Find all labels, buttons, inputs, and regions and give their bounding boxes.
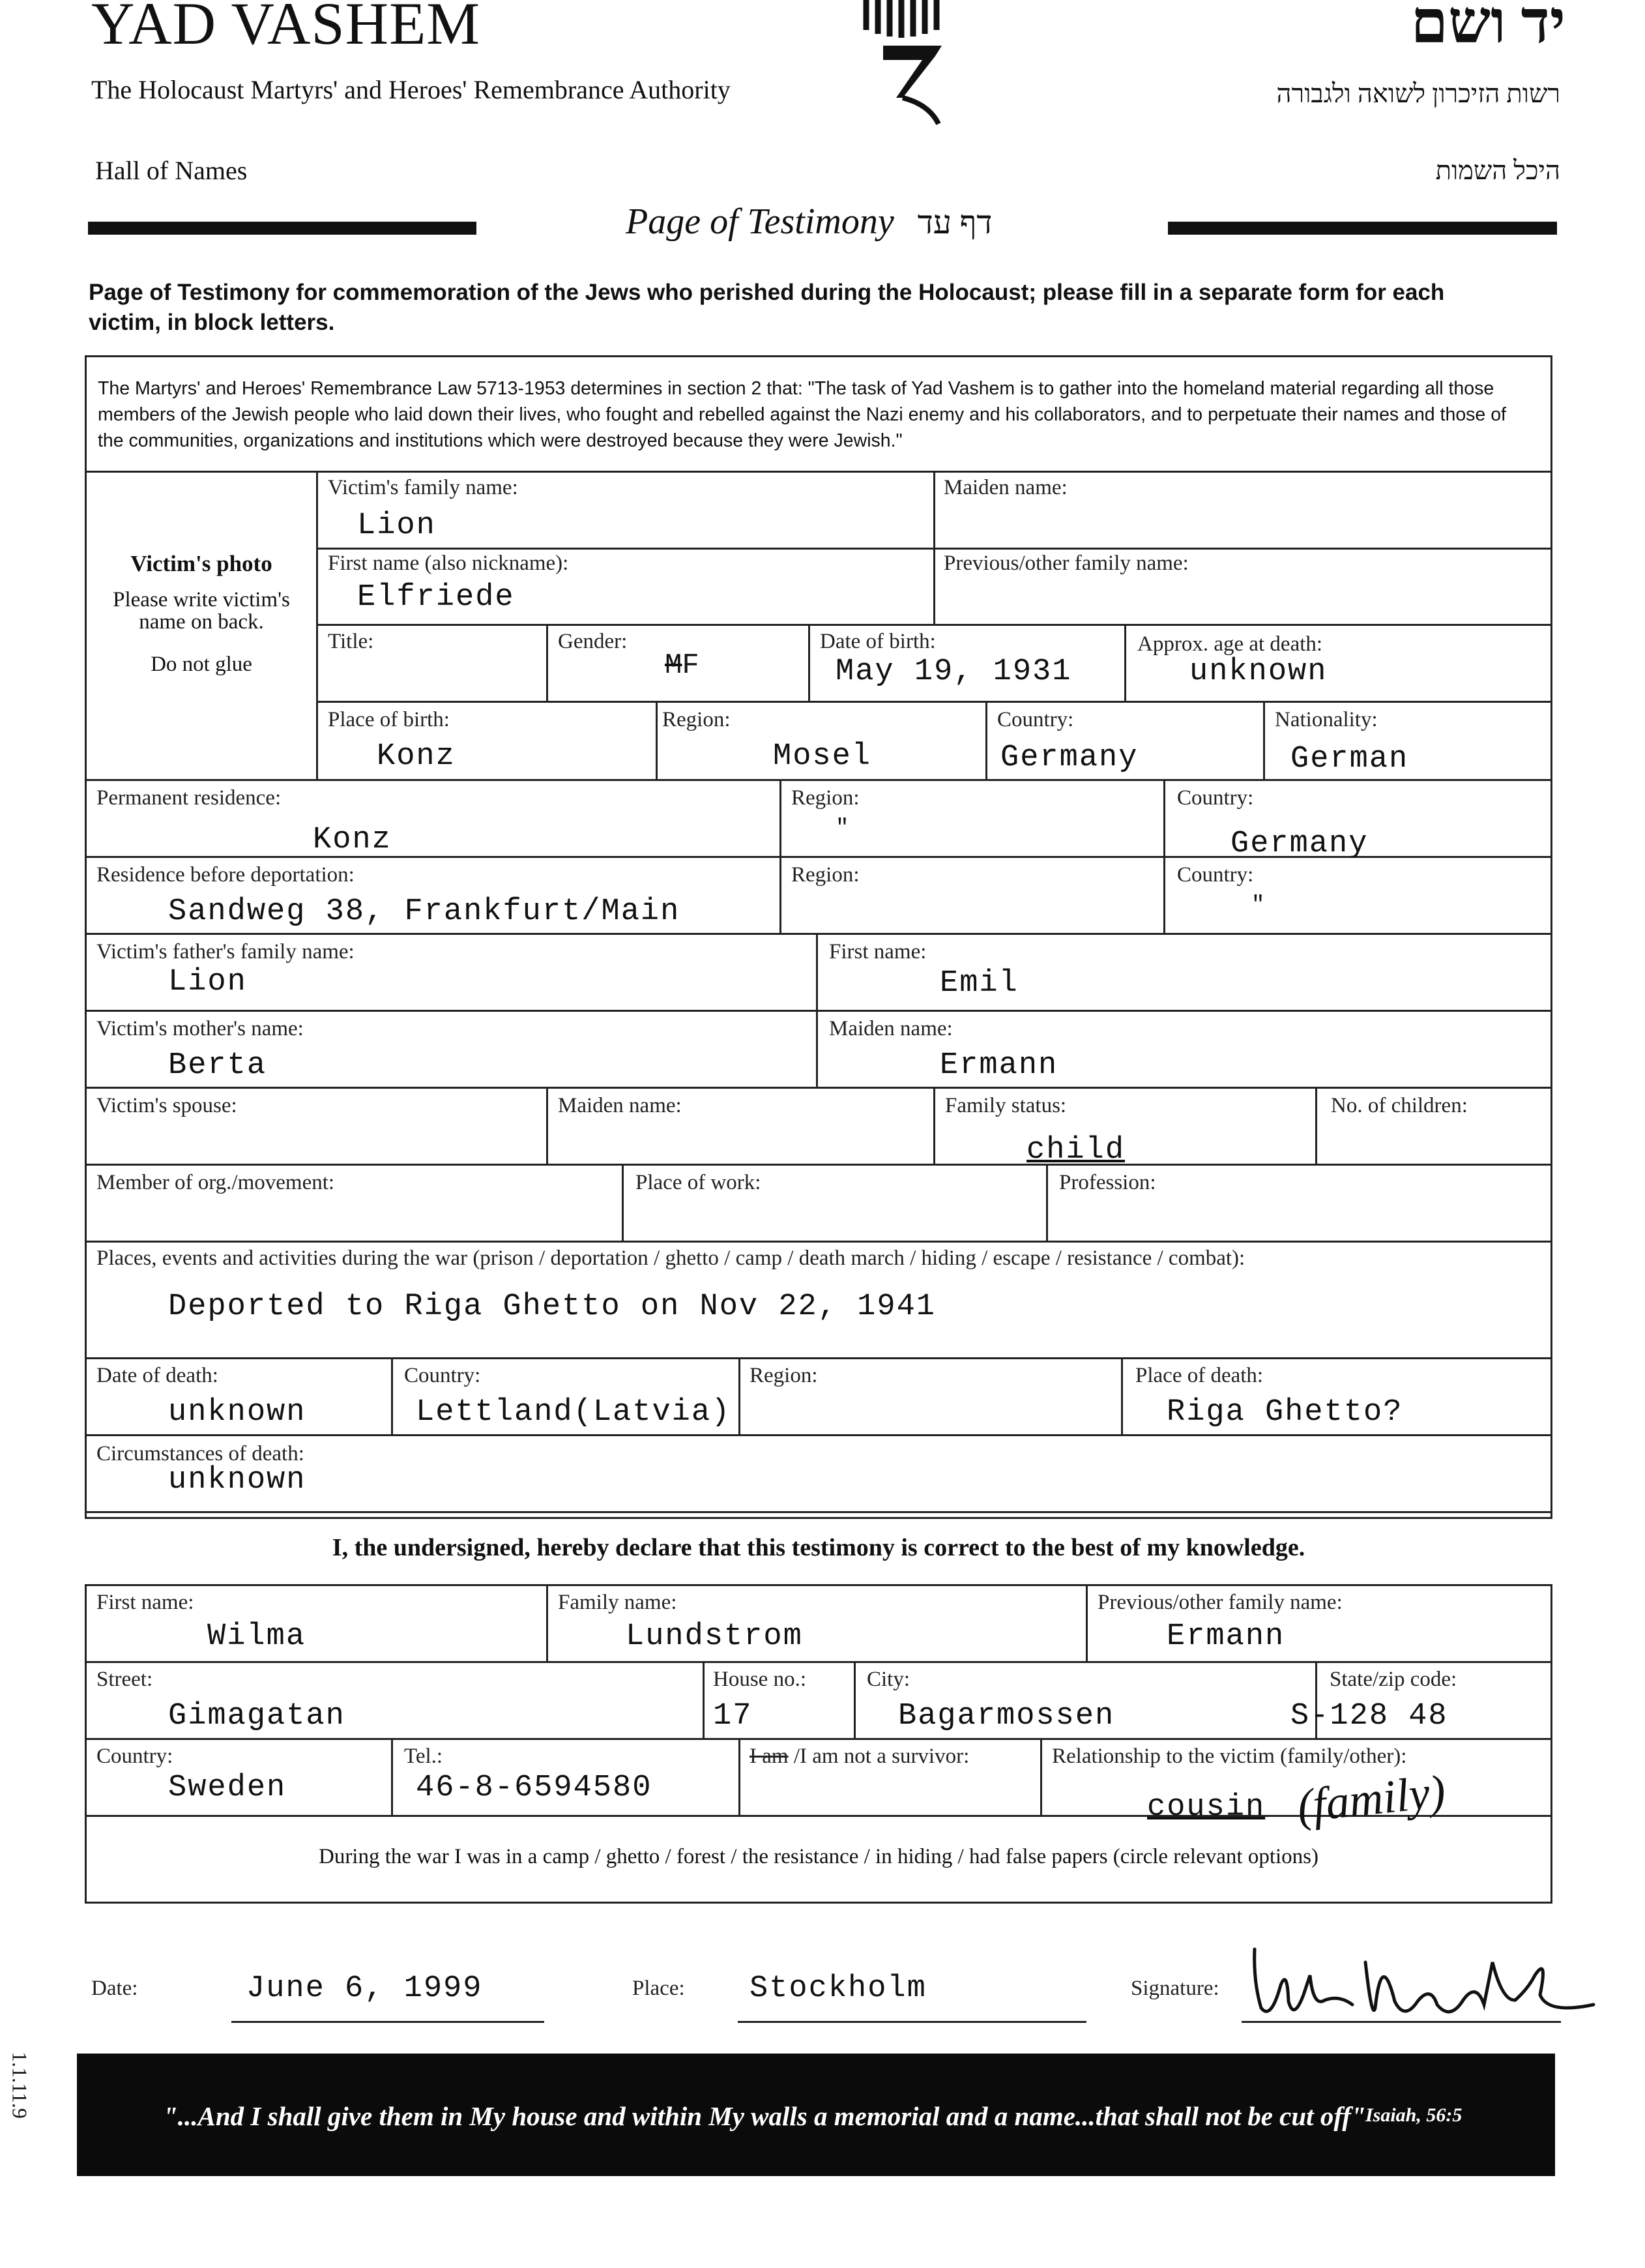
mother-maiden-name-value[interactable]: Ermann xyxy=(940,1048,1058,1083)
submitter-house-no-value[interactable]: 17 xyxy=(713,1699,753,1733)
survivor-struck-option: I am xyxy=(750,1745,789,1768)
submitter-zip-label: State/zip code: xyxy=(1330,1668,1457,1691)
gender-selected-option: F xyxy=(682,649,699,682)
father-first-name-label: First name: xyxy=(829,940,927,964)
gender-value[interactable] xyxy=(665,649,699,682)
title-rule-left xyxy=(88,222,476,235)
yad-vashem-logo xyxy=(857,0,961,130)
deportation-region-label: Region: xyxy=(791,863,860,887)
form-title-text: Page of Testimony xyxy=(626,201,894,242)
mother-maiden-name-label: Maiden name: xyxy=(829,1017,953,1040)
relationship-label: Relationship to the victim (family/other): xyxy=(1052,1745,1407,1768)
org-name: YAD VASHEM xyxy=(91,0,481,57)
deportation-country-value[interactable]: " xyxy=(1251,893,1266,918)
spouse-label: Victim's spouse: xyxy=(96,1094,237,1117)
date-label: Date: xyxy=(91,1977,138,2000)
maiden-name-label: Maiden name: xyxy=(944,476,1068,499)
form-title xyxy=(626,201,992,243)
photo-box-glue: Do not glue xyxy=(151,653,252,676)
father-family-name-value[interactable]: Lion xyxy=(168,965,247,999)
residence-region-value[interactable]: " xyxy=(836,816,851,841)
date-of-birth-value[interactable]: May 19, 1931 xyxy=(836,655,1072,689)
place-of-birth-label: Place of birth: xyxy=(328,708,450,731)
submitter-previous-name-label: Previous/other family name: xyxy=(1098,1591,1343,1614)
deportation-country-label: Country: xyxy=(1177,863,1254,887)
form-title-hebrew: דף עד xyxy=(917,204,993,241)
date-of-death-label: Date of death: xyxy=(96,1364,218,1387)
date-of-death-value[interactable]: unknown xyxy=(168,1395,306,1430)
gender-struck-option: M xyxy=(665,649,682,682)
death-country-value[interactable]: Lettland(Latvia) xyxy=(416,1395,731,1430)
member-org-label: Member of org./movement: xyxy=(96,1171,335,1194)
place-line xyxy=(738,2021,1086,2023)
residence-before-deportation-label: Residence before deportation: xyxy=(96,863,355,887)
hall-of-names: Hall of Names xyxy=(95,156,248,185)
war-events-label: Places, events and activities during the war (prison / deportation / ghetto / camp / death march / hiding / escape / resistance / combat): xyxy=(96,1246,1245,1270)
age-at-death-value[interactable]: unknown xyxy=(1189,655,1328,689)
children-label: No. of children: xyxy=(1331,1094,1468,1117)
date-line xyxy=(231,2021,544,2023)
residence-region-label: Region: xyxy=(791,786,860,810)
birth-country-label: Country: xyxy=(997,708,1074,731)
submitter-first-name-value[interactable]: Wilma xyxy=(207,1619,306,1654)
title-label: Title: xyxy=(328,630,374,653)
submitter-city-value[interactable]: Bagarmossen xyxy=(898,1699,1115,1733)
birth-region-value[interactable]: Mosel xyxy=(773,739,872,774)
signature-handwriting xyxy=(1242,1923,1607,2034)
place-value[interactable]: Stockholm xyxy=(750,1971,927,2006)
circumstances-label: Circumstances of death: xyxy=(96,1442,304,1465)
submitter-tel-value[interactable]: 46-8-6594580 xyxy=(416,1771,652,1805)
nationality-value[interactable]: German xyxy=(1290,742,1409,776)
title-rule-right xyxy=(1168,222,1557,235)
war-circumstances-note: During the war I was in a camp / ghetto / forest / the resistance / in hiding / had false papers (circle relevant options) xyxy=(318,1845,1318,1868)
submitter-tel-label: Tel.: xyxy=(404,1745,443,1768)
gender-label: Gender: xyxy=(558,630,628,653)
residence-country-value[interactable]: Germany xyxy=(1230,827,1369,861)
submitter-house-no-label: House no.: xyxy=(713,1668,806,1691)
footer-quote: "...And I shall give them in My house and within My walls a memorial and a name...that shall not be cut off" xyxy=(163,2101,1366,2131)
submitter-street-label: Street: xyxy=(96,1668,153,1691)
mother-name-label: Victim's mother's name: xyxy=(96,1017,304,1040)
submitter-family-name-label: Family name: xyxy=(558,1591,677,1614)
photo-box-title: Victim's photo xyxy=(130,551,272,576)
birth-region-label: Region: xyxy=(662,708,731,731)
signature-label: Signature: xyxy=(1131,1977,1219,2000)
profession-label: Profession: xyxy=(1059,1171,1156,1194)
submitter-previous-name-value[interactable]: Ermann xyxy=(1167,1619,1285,1654)
instructions: Page of Testimony for commemoration of the Jews who perished during the Holocaust; please fill in a separate form for each victim, in block letters. xyxy=(89,280,1445,335)
hall-of-names-hebrew: היכל השמות xyxy=(1435,156,1560,185)
declaration: I, the undersigned, hereby declare that this testimony is correct to the best of my knowledge. xyxy=(332,1534,1305,1561)
father-first-name-value[interactable]: Emil xyxy=(940,966,1019,1001)
place-of-death-value[interactable]: Riga Ghetto? xyxy=(1167,1395,1403,1430)
war-events-value[interactable]: Deported to Riga Ghetto on Nov 22, 1941 xyxy=(168,1289,936,1324)
submitter-country-label: Country: xyxy=(96,1745,173,1768)
margin-note: 1.1.11.9 xyxy=(8,2052,32,2119)
nationality-label: Nationality: xyxy=(1275,708,1378,731)
authority-name-hebrew: רשות הזיכרון לשואה ולגבורה xyxy=(1276,79,1560,108)
survivor-label: /I am not a survivor: xyxy=(793,1745,970,1768)
mother-name-value[interactable]: Berta xyxy=(168,1048,267,1083)
first-name-value[interactable]: Elfriede xyxy=(357,580,515,615)
father-family-name-label: Victim's father's family name: xyxy=(96,940,355,964)
submitter-first-name-label: First name: xyxy=(96,1591,194,1614)
place-of-death-label: Place of death: xyxy=(1135,1364,1264,1387)
birth-country-value[interactable]: Germany xyxy=(1000,741,1139,775)
age-at-death-label: Approx. age at death: xyxy=(1137,632,1323,656)
footer-citation: Isaiah, 56:5 xyxy=(1365,2104,1463,2126)
previous-family-name-label: Previous/other family name: xyxy=(944,552,1189,575)
date-value[interactable]: June 6, 1999 xyxy=(246,1971,483,2006)
submitter-street-value[interactable]: Gimagatan xyxy=(168,1699,345,1733)
place-label: Place: xyxy=(632,1977,685,2000)
first-name-label: First name (also nickname): xyxy=(328,552,569,575)
photo-box xyxy=(87,473,316,779)
photo-box-note: Please write victim's name on back. xyxy=(113,588,290,634)
permanent-residence-label: Permanent residence: xyxy=(96,786,282,810)
survivor-field[interactable] xyxy=(750,1745,969,1769)
submitter-country-value[interactable]: Sweden xyxy=(168,1771,287,1805)
family-status-label: Family status: xyxy=(945,1094,1067,1117)
permanent-residence-value[interactable]: Konz xyxy=(313,823,392,857)
place-of-work-label: Place of work: xyxy=(635,1171,761,1194)
residence-before-deportation-value[interactable]: Sandweg 38, Frankfurt/Main xyxy=(168,894,680,929)
death-country-label: Country: xyxy=(404,1364,481,1387)
relationship-value[interactable]: cousin xyxy=(1147,1790,1266,1825)
submitter-zip-value[interactable]: S-128 48 xyxy=(1290,1699,1448,1733)
residence-country-label: Country: xyxy=(1177,786,1254,810)
death-region-label: Region: xyxy=(750,1364,818,1387)
victim-family-name-value[interactable]: Lion xyxy=(357,508,436,543)
victim-family-name-label: Victim's family name: xyxy=(328,476,518,499)
submitter-city-label: City: xyxy=(867,1668,910,1691)
spouse-maiden-name-label: Maiden name: xyxy=(558,1094,682,1117)
place-of-birth-value[interactable]: Konz xyxy=(377,739,456,774)
date-of-birth-label: Date of birth: xyxy=(820,630,936,653)
law-text: The Martyrs' and Heroes' Remembrance Law 5713-1953 determines in section 2 that: "The task of Yad Vashem is to gather into the homeland material regarding all those members of the Jewish people who laid down their lives, who fought and rebelled against the Nazi enemy and his collaborators, and to perpetuate their names and those of the communities, organizations and institutions which were destroyed because they were Jewish." xyxy=(98,378,1506,451)
circumstances-value[interactable]: unknown xyxy=(168,1463,306,1497)
authority-name: The Holocaust Martyrs' and Heroes' Remembrance Authority xyxy=(91,75,731,104)
org-name-hebrew: יד ושם xyxy=(1410,0,1565,55)
family-status-value[interactable]: child xyxy=(1026,1133,1126,1168)
submitter-family-name-value[interactable]: Lundstrom xyxy=(626,1619,803,1654)
relationship-handwritten-note: (family) xyxy=(1294,1765,1448,1833)
